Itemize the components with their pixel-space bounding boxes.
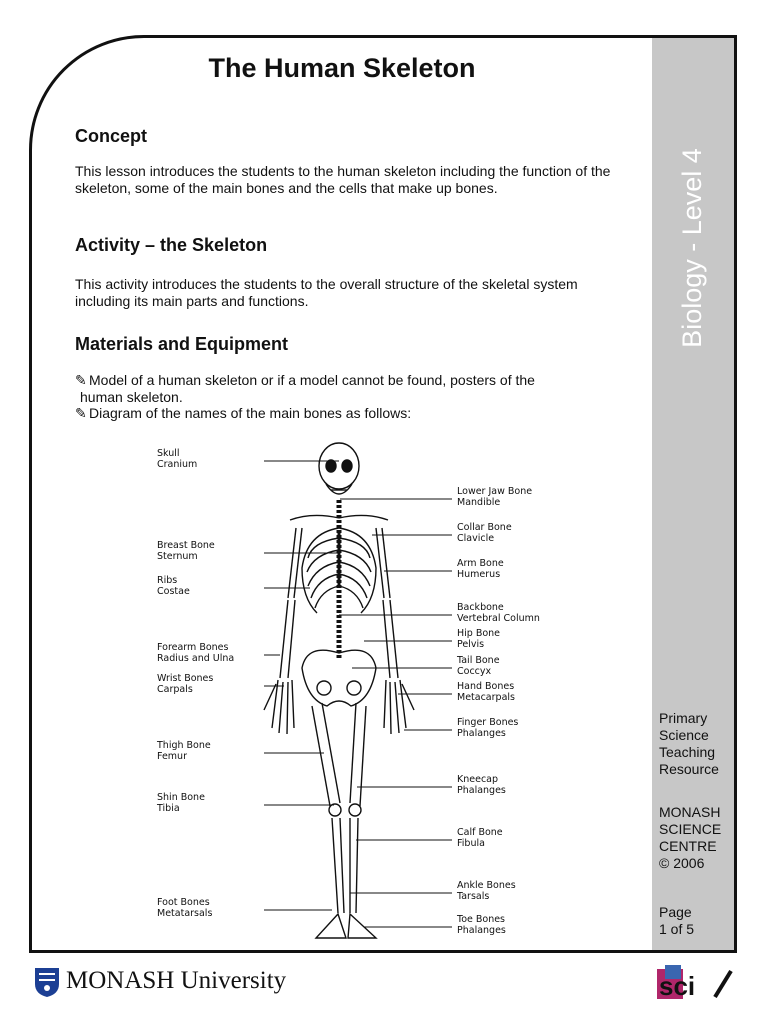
bone-common-name: Wrist Bones	[157, 673, 214, 684]
pencil-icon: ✎	[75, 372, 87, 388]
bone-scientific-name: Fibula	[457, 838, 485, 849]
left-bone-label	[157, 448, 339, 470]
bone-common-name: Arm Bone	[457, 558, 504, 569]
monash-university-logo	[66, 967, 286, 995]
page-label: Page	[659, 904, 692, 920]
bone-scientific-name: Phalanges	[457, 785, 506, 796]
sci-logo	[655, 963, 735, 1003]
bone-scientific-name: Costae	[157, 586, 190, 597]
left-bone-label	[157, 575, 310, 597]
bone-common-name: Forearm Bones	[157, 642, 229, 653]
bone-scientific-name: Clavicle	[457, 533, 495, 544]
centre-line: MONASH	[659, 804, 721, 820]
bone-scientific-name: Vertebral Column	[457, 613, 540, 624]
bone-scientific-name: Tarsals	[457, 891, 490, 902]
bone-common-name: Shin Bone	[157, 792, 205, 803]
bone-common-name: Lower Jaw Bone	[457, 486, 533, 497]
left-bone-label	[157, 642, 280, 664]
resource-line: Teaching	[659, 744, 716, 760]
bone-common-name: Breast Bone	[157, 540, 215, 551]
bone-scientific-name: Radius and Ulna	[157, 653, 235, 664]
bullet-1-line-2: human skeleton.	[80, 389, 183, 405]
materials-heading: Materials and Equipment	[75, 334, 289, 354]
right-bone-label	[350, 880, 516, 902]
bone-common-name: Ankle Bones	[457, 880, 516, 891]
bone-common-name: Backbone	[457, 602, 504, 613]
right-bone-label	[384, 558, 504, 580]
bone-common-name: Tail Bone	[457, 655, 500, 666]
bone-scientific-name: Pelvis	[457, 639, 485, 650]
resource-block	[659, 710, 719, 778]
bone-common-name: Collar Bone	[457, 522, 512, 533]
bone-common-name: Kneecap	[457, 774, 499, 785]
page-count: 1 of 5	[659, 921, 695, 937]
bullet-1-line-1: Model of a human skeleton or if a model cannot be found, posters of the	[89, 372, 535, 388]
bone-scientific-name: Coccyx	[457, 666, 492, 677]
concept-text: This lesson introduces the students to the human skeleton including the function of the skeleton, some of the main bones and the cells that make up bones.	[75, 163, 611, 196]
concept-heading: Concept	[75, 126, 147, 146]
left-bone-label	[156, 740, 324, 762]
brand-rest: University	[174, 967, 287, 994]
monash-crest-icon	[33, 966, 61, 998]
skeleton-illustration	[264, 443, 414, 938]
bone-scientific-name: Metacarpals	[457, 692, 515, 703]
centre-line: CENTRE	[659, 838, 717, 854]
bone-scientific-name: Sternum	[157, 551, 198, 562]
bone-scientific-name: Phalanges	[457, 925, 506, 936]
bone-scientific-name: Cranium	[157, 459, 198, 470]
right-bone-label	[356, 827, 503, 849]
bone-common-name: Skull	[157, 448, 180, 459]
right-bone-label	[372, 522, 512, 544]
page-number-block	[659, 904, 694, 938]
brand-bold: MONASH	[66, 967, 175, 994]
materials-bullet-1	[75, 372, 615, 406]
centre-block	[659, 804, 721, 872]
centre-line: SCIENCE	[659, 821, 722, 837]
bone-scientific-name: Humerus	[457, 569, 501, 580]
pencil-icon: ✎	[75, 405, 87, 421]
materials-bullet-2	[75, 405, 615, 422]
bone-scientific-name: Tibia	[157, 803, 180, 814]
sidebar	[652, 38, 737, 950]
right-bone-label	[339, 602, 540, 624]
left-bone-label	[157, 897, 332, 919]
bone-common-name: Hip Bone	[457, 628, 501, 639]
page-title: The Human Skeleton	[208, 53, 476, 83]
right-bone-label	[340, 486, 532, 508]
left-bone-label	[157, 673, 284, 695]
bone-scientific-name: Femur	[157, 751, 187, 762]
resource-line: Resource	[659, 761, 719, 777]
page-frame	[29, 35, 737, 953]
right-bone-label	[398, 681, 515, 703]
sidebar-vertical-title: Biology - Level 4	[677, 148, 707, 348]
bone-common-name: Calf Bone	[457, 827, 503, 838]
bone-common-name: Finger Bones	[457, 717, 519, 728]
resource-line: Science	[659, 727, 709, 743]
bone-common-name: Ribs	[157, 575, 178, 586]
resource-line: Primary	[659, 710, 708, 726]
right-bone-label	[352, 655, 500, 677]
right-bone-label	[364, 628, 500, 650]
bone-scientific-name: Phalanges	[457, 728, 506, 739]
bone-scientific-name: Metatarsals	[157, 908, 213, 919]
centre-line: © 2006	[659, 855, 705, 871]
bone-common-name: Thigh Bone	[157, 740, 211, 751]
right-bone-label	[404, 717, 518, 739]
bone-common-name: Foot Bones	[157, 897, 210, 908]
right-bone-label	[357, 774, 506, 796]
sci-logo-text: sci	[659, 971, 696, 1001]
bone-scientific-name: Carpals	[157, 684, 193, 695]
left-bone-label	[156, 792, 334, 814]
bone-common-name: Toe Bones	[457, 914, 506, 925]
bone-common-name: Hand Bones	[457, 681, 515, 692]
bone-scientific-name: Mandible	[457, 497, 501, 508]
skeleton-diagram	[102, 438, 602, 948]
activity-text: This activity introduces the students to the overall structure of the skeletal system including its main parts and functions.	[75, 276, 578, 309]
activity-heading: Activity – the Skeleton	[75, 235, 268, 255]
right-bone-label	[364, 914, 506, 936]
bullet-2-text: Diagram of the names of the main bones as follows:	[89, 405, 412, 421]
